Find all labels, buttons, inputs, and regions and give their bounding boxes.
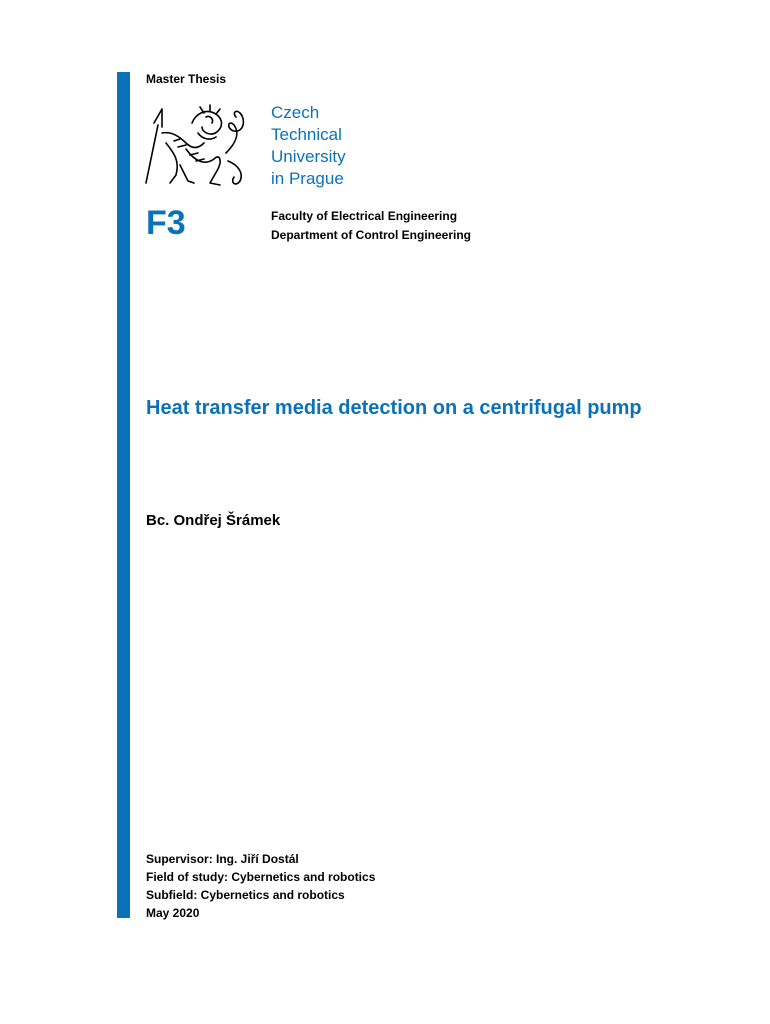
thesis-title: Heat transfer media detection on a centrifugal pump	[146, 397, 642, 419]
supervisor-line: Supervisor: Ing. Jiří Dostál	[146, 852, 299, 866]
subfield-line: Subfield: Cybernetics and robotics	[146, 888, 345, 902]
university-name-line: Technical	[271, 125, 342, 144]
university-name-line: Czech	[271, 103, 320, 122]
university-name-line: University	[271, 147, 346, 166]
university-name	[271, 102, 346, 190]
date-line: May 2020	[146, 906, 200, 920]
university-name-line: in Prague	[271, 169, 344, 188]
faculty-info	[271, 207, 471, 245]
thesis-metadata	[146, 850, 375, 922]
author-name: Bc. Ondřej Šrámek	[146, 512, 281, 529]
faculty-name: Faculty of Electrical Engineering	[271, 209, 458, 223]
accent-bar	[117, 72, 130, 918]
faculty-code: F3	[146, 204, 186, 242]
department-name: Department of Control Engineering	[271, 228, 472, 242]
field-line: Field of study: Cybernetics and robotics	[146, 870, 376, 884]
ctu-lion-logo-icon	[140, 103, 260, 188]
document-type: Master Thesis	[146, 72, 227, 86]
